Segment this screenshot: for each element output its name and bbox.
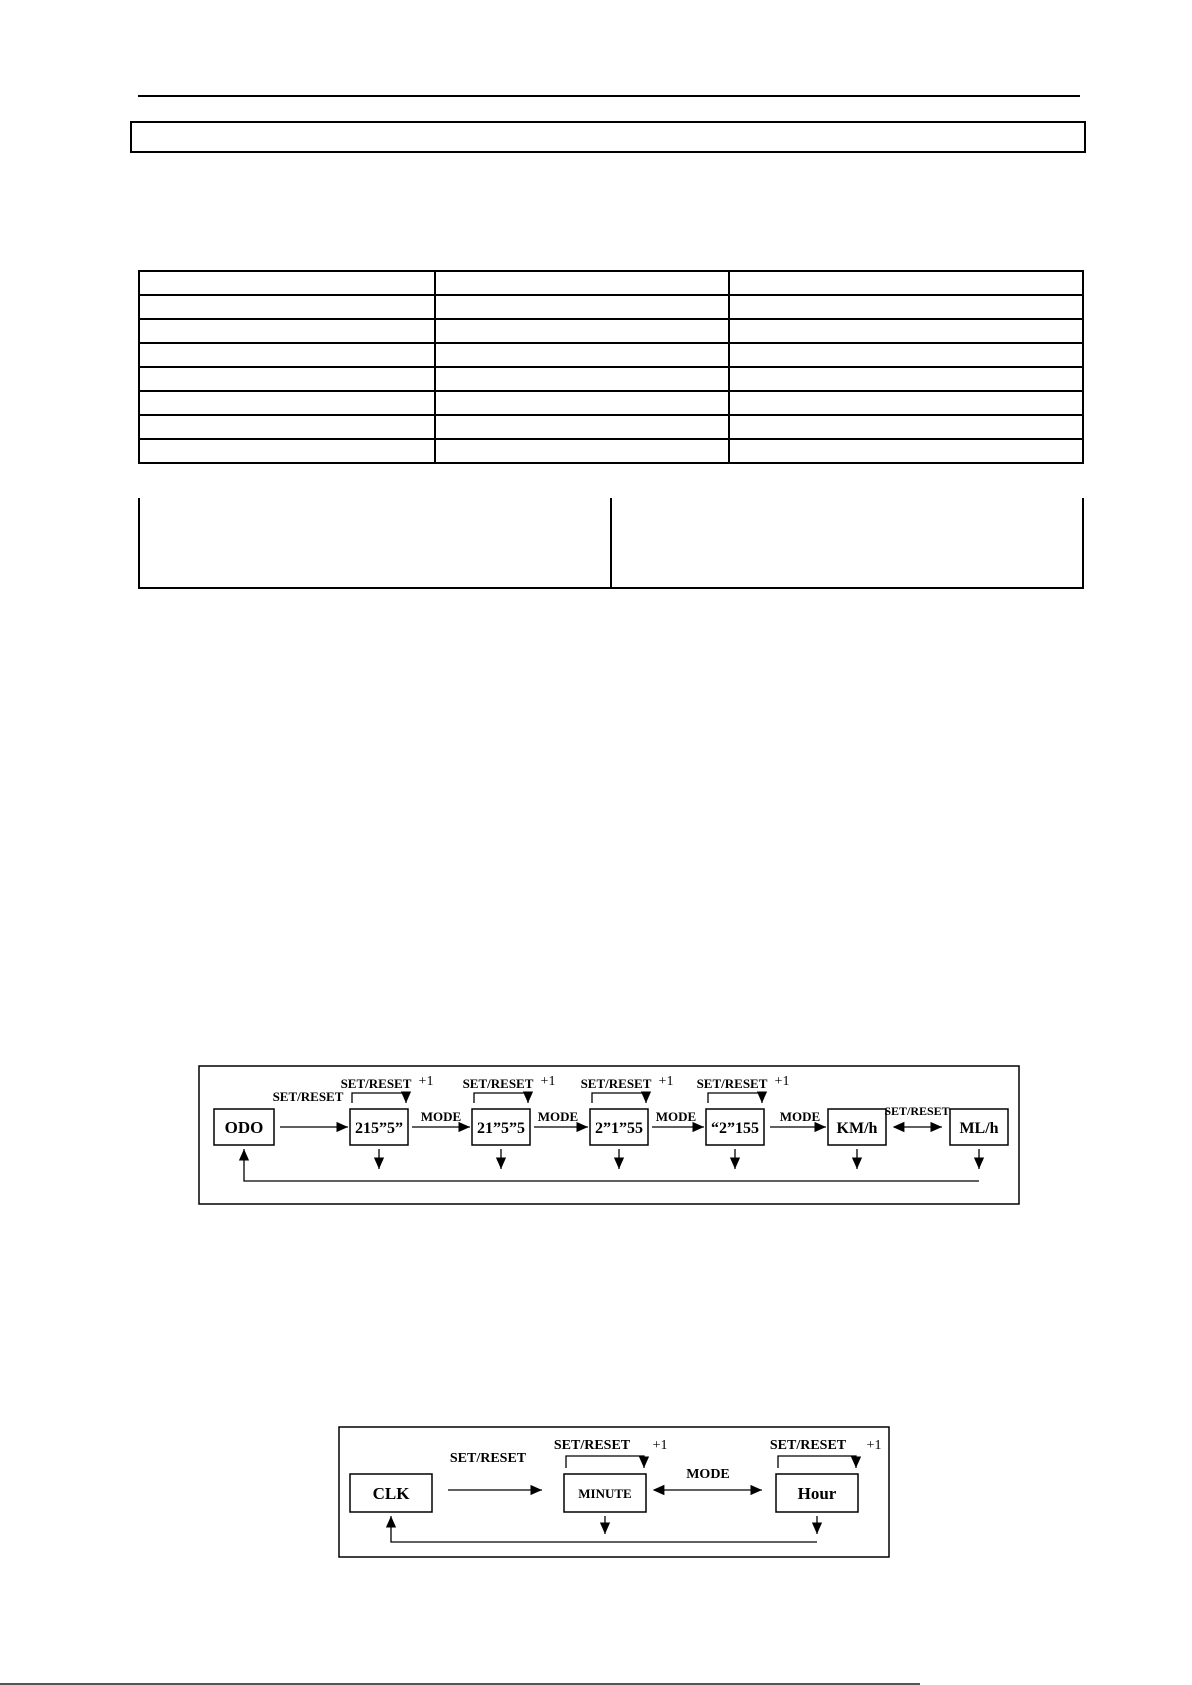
plus-one-label: +1 — [774, 1074, 790, 1089]
mode-label: MODE — [686, 1467, 730, 1482]
hour-label: Hour — [797, 1484, 837, 1503]
step-label: “2”155 — [711, 1120, 759, 1137]
table-row — [139, 367, 1083, 391]
kmh-label: KM/h — [836, 1120, 878, 1137]
table-row — [139, 271, 1083, 295]
set-reset-label: SET/RESET — [449, 1451, 527, 1466]
spec-table-footer — [138, 498, 1084, 589]
step-label: 2”1”55 — [595, 1120, 643, 1137]
mlh-label: ML/h — [959, 1120, 999, 1137]
step-set-reset-label: SET/RESET — [580, 1076, 652, 1091]
spec-table — [138, 270, 1084, 464]
mode-label: MODE — [779, 1109, 821, 1124]
minute-label: MINUTE — [578, 1486, 632, 1501]
plus-one-label: +1 — [658, 1074, 674, 1089]
plus-one-label: +1 — [866, 1438, 882, 1453]
table-row — [139, 498, 1083, 588]
set-reset-label: SET/RESET — [884, 1104, 950, 1118]
odo-flow-diagram — [198, 1065, 1020, 1205]
table-row — [139, 391, 1083, 415]
mode-label: MODE — [420, 1109, 462, 1124]
step-set-reset-label: SET/RESET — [340, 1076, 412, 1091]
step-set-reset-label: SET/RESET — [696, 1076, 768, 1091]
table-row — [139, 439, 1083, 463]
table-row — [139, 415, 1083, 439]
step-label: 215”5” — [355, 1120, 403, 1137]
header-rule — [138, 95, 1080, 97]
table-row — [139, 319, 1083, 343]
plus-one-label: +1 — [540, 1074, 556, 1089]
plus-one-label: +1 — [418, 1074, 434, 1089]
odo-label: ODO — [224, 1118, 264, 1137]
mode-label: MODE — [655, 1109, 697, 1124]
step-box-1 — [341, 1074, 434, 1145]
minute-set-reset-label: SET/RESET — [553, 1438, 631, 1453]
step-set-reset-label: SET/RESET — [462, 1076, 534, 1091]
plus-one-label: +1 — [652, 1438, 668, 1453]
step-label: 21”5”5 — [477, 1120, 525, 1137]
section-title-box — [130, 121, 1086, 153]
clk-label: CLK — [372, 1484, 410, 1503]
clock-flow-diagram — [338, 1426, 890, 1558]
table-row — [139, 343, 1083, 367]
step-box-4 — [697, 1074, 790, 1145]
hour-set-reset-label: SET/RESET — [769, 1438, 847, 1453]
mode-label: MODE — [537, 1109, 579, 1124]
table-row — [139, 295, 1083, 319]
set-reset-label: SET/RESET — [272, 1089, 344, 1104]
